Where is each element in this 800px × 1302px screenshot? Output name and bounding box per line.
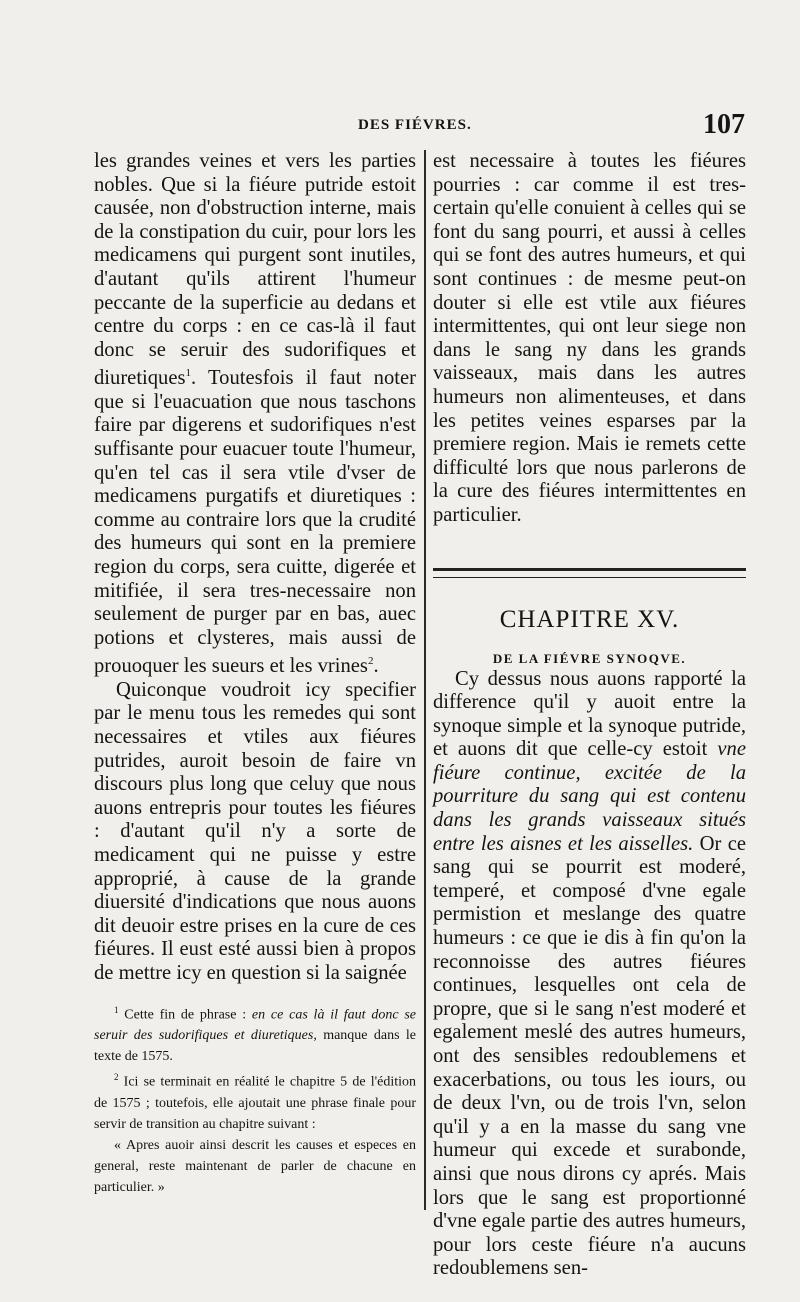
right-column	[433, 150, 746, 1281]
text-run: Or ce sang qui se pourrit est moderé, temperé, et composé d'vne egale permistion et meslange des quatre humeurs : ce que ie dis à fin qu'on la reconnoisse des autres fiéures continues, lesquelles ont cela de propre, que si le sang n'est moderé et egalement meslé des autres humeurs, ont des sensibles redoublemens et exacerbations, ou tous les iours, ou de deux l'vn, ou de trois l'vn, selon qu'il y a en la masse du sang vne humeur qui excede et surabonde, ainsi que nous dirons cy aprés. Mais lors que le sang est proportionné d'vne egale partie des autres humeurs, pour lors ceste fiéure n'a aucuns redoublemens sen-	[433, 832, 746, 1280]
chapter-title: CHAPITRE XV.	[499, 605, 680, 633]
page-number: 107	[703, 109, 745, 140]
chapter-subtitle: DE LA FIÉVRE SYNOQVE.	[492, 650, 687, 666]
running-head	[0, 109, 800, 147]
footnote-quote: en ce cas là il faut donc se seruir des sudorifiques et diuretiques	[94, 1007, 416, 1044]
section-divider	[433, 568, 746, 578]
text-run: . Toutesfois il faut noter que si l'euacuation que nous taschons faire par digerens et sudorifiques n'est suffisante pour euacuer toute l'humeur, qu'en tel cas il sera vtile d'vser de medicamens purgatifs et diuretiques : comme au contraire lors que la crudité des humeurs qui sont en la premiere region du corps, sera cuitte, digerée et mitifiée, il sera tres-necessaire non seulement de purger par en bas, auec potions et clysteres, mais aussi de prouoquer les sueurs et les vrines	[94, 367, 416, 678]
footnote-2-quote: « Apres auoir ainsi descrit les causes et especes en general, reste maintenant de parler de chacune en particulier. »	[94, 1137, 416, 1195]
text-run: Ici se terminait en réalité le chapitre 5 de l'édition de 1575 ; toutefois, elle ajoutait une phrase finale pour servir de transition au chapitre suivant :	[94, 1074, 416, 1132]
text-run: .	[373, 655, 379, 678]
footnote-reference: 2	[367, 655, 374, 668]
italic-definition: vne fiéure continue, excitée de la pourriture du sang qui est contenu dans les grands vaisseaux situés entre les aisnes et les aisselles.	[433, 738, 746, 855]
footnote-1	[94, 1000, 416, 1068]
text-run: Cy dessus nous auons rapporté la difference qu'il y auoit entre la synoque simple et la synoque putride, et auons dit que celle-cy estoit	[433, 667, 746, 761]
footnote-number: 2	[114, 1072, 119, 1083]
paragraph	[433, 668, 746, 1281]
column-rule	[424, 150, 426, 1210]
text-run: les grandes veines et vers les parties nobles. Que si la fiéure putride estoit causée, non d'obstruction interne, mais de la constipation du cuir, pour lors les medicamens qui purgent sont inutiles, d'autant qu'ils attirent l'humeur peccante de la superficie au dedans et centre du corps : en ce cas-là il faut donc se seruir des sudorifiques et diuretiques	[94, 150, 416, 390]
footnote-number: 1	[114, 1004, 119, 1015]
paragraph	[94, 150, 416, 679]
footnote-2	[94, 1067, 416, 1135]
paragraph: Quiconque voudroit icy specifier par le menu tous les remedes qui sont necessaires et vtiles aux fiéures putrides, auroit besoin de faire vn discours plus long que celuy que nous auons entrepris pour toutes les fiéures : d'autant qu'il n'y a sorte de medicament qui ne puisse y estre approprié, à cause de la grande diuersité d'indications que nous auons dit deuoir estre prises en la cure de ces fiéures. Il eust esté aussi bien à propos de mettre icy en question si la saignée	[94, 678, 416, 984]
footnotes	[94, 1000, 416, 1198]
left-column	[94, 150, 416, 1198]
running-title: DES FIÉVRES.	[358, 117, 472, 133]
paragraph: est necessaire à toutes les fiéures pourries : car comme il est tres-certain qu'elle conuient à celles qui se font du sang pourri, et aussi à celles qui se font des autres humeurs, et qui sont continues : de mesme peut-on douter si elle est vtile aux fiéures intermittentes, qui ont leur siege non dans le sang ny dans les grands vaisseaux, mais dans les autres humeurs non alimenteuses, et dans les petites veines esparses par la premiere region. Mais ie remets cette difficulté lors que nous parlerons de la cure des fiéures intermittentes en particulier.	[433, 150, 746, 526]
footnote-reference: 1	[185, 367, 192, 380]
text-run: Cette fin de phrase :	[124, 1007, 247, 1023]
text-run: , manque dans le texte de 1575.	[94, 1028, 416, 1065]
